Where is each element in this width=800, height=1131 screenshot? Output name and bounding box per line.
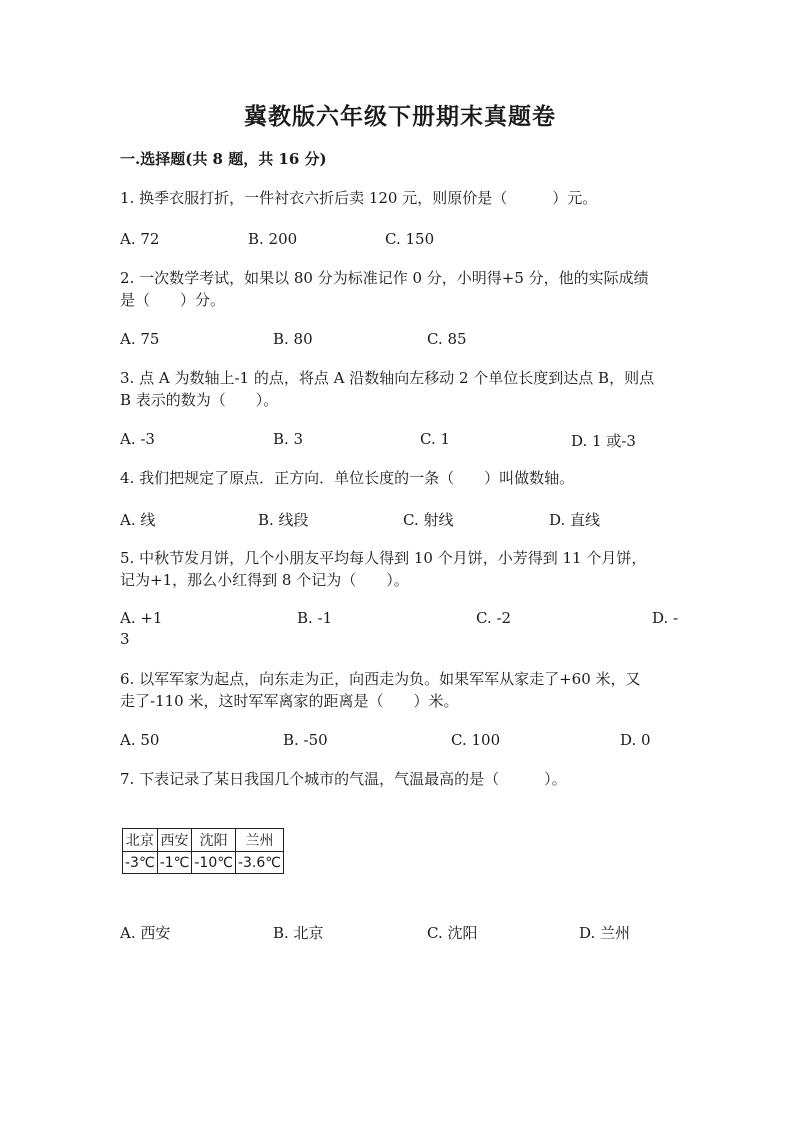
q5-option-a: A. +1 [120, 609, 163, 627]
q2-option-b: B. 80 [273, 330, 313, 348]
city-cell: 北京 [123, 829, 158, 852]
q6-option-a: A. 50 [120, 731, 160, 749]
city-cell: 兰州 [235, 829, 283, 852]
section-heading: 一.选择题(共 8 题，共 16 分) [120, 150, 327, 168]
q6-option-b: B. -50 [283, 731, 328, 749]
question-4-text: 4. 我们把规定了原点．正方向．单位长度的一条（ ）叫做数轴。 [120, 469, 575, 487]
q7-option-d: D. 兰州 [579, 924, 631, 942]
question-3 [120, 367, 654, 411]
q4-option-b: B. 线段 [258, 511, 309, 529]
q1-option-b: B. 200 [248, 230, 298, 248]
q6-option-d: D. 0 [620, 731, 651, 749]
question-5 [120, 547, 646, 591]
page-title: 冀教版六年级下册期末真题卷 [244, 103, 556, 130]
city-cell: 沈阳 [192, 829, 236, 852]
question-7-text: 7. 下表记录了某日我国几个城市的气温，气温最高的是（ ）。 [120, 770, 567, 788]
temp-cell: -10℃ [192, 852, 236, 874]
temp-cell: -3℃ [123, 852, 158, 874]
question-3-line-2: B 表示的数为（ ）。 [120, 391, 279, 409]
question-6-line-2: 走了-110 米，这时军军离家的距离是（ ）米。 [120, 692, 459, 710]
q5-option-d-wrap: 3 [120, 630, 130, 648]
temperature-table [122, 828, 284, 874]
city-cell: 西安 [157, 829, 192, 852]
q5-option-c: C. -2 [476, 609, 512, 627]
question-1-text: 1. 换季衣服打折，一件衬衣六折后卖 120 元，则原价是（ ）元。 [120, 189, 598, 207]
q5-option-d: D. - [652, 609, 679, 627]
table-row-cities [123, 829, 284, 852]
q7-option-a: A. 西安 [120, 924, 171, 942]
question-4 [120, 467, 574, 489]
q1-option-a: A. 72 [120, 230, 160, 248]
q2-option-c: C. 85 [427, 330, 467, 348]
q4-option-a: A. 线 [120, 511, 156, 529]
q3-option-a: A. -3 [120, 430, 155, 448]
q7-option-b: B. 北京 [273, 924, 324, 942]
q3-option-b: B. 3 [273, 430, 304, 448]
question-5-line-1: 5. 中秋节发月饼，几个小朋友平均每人得到 10 个月饼，小芳得到 11 个月饼， [120, 549, 647, 567]
q3-option-c: C. 1 [420, 430, 451, 448]
temp-cell: -1℃ [157, 852, 192, 874]
question-6-line-1: 6. 以军军家为起点，向东走为正，向西走为负。如果军军从家走了+60 米，又 [120, 670, 641, 688]
q4-option-d: D. 直线 [549, 511, 601, 529]
question-2 [120, 267, 649, 311]
q2-option-a: A. 75 [120, 330, 160, 348]
q4-option-c: C. 射线 [403, 511, 454, 529]
q3-option-d: D. 1 或-3 [571, 432, 636, 450]
q7-option-c: C. 沈阳 [427, 924, 478, 942]
question-3-line-1: 3. 点 A 为数轴上-1 的点，将点 A 沿数轴向左移动 2 个单位长度到达点 B，则点 [120, 369, 655, 387]
question-6 [120, 668, 641, 712]
question-2-line-2: 是（ ）分。 [120, 291, 226, 309]
table-row-temps [123, 852, 284, 874]
temp-cell: -3.6℃ [235, 852, 283, 874]
question-5-line-2: 记为+1，那么小红得到 8 个记为（ ）。 [120, 571, 409, 589]
q5-option-b: B. -1 [297, 609, 333, 627]
question-2-line-1: 2. 一次数学考试，如果以 80 分为标准记作 0 分，小明得+5 分，他的实际成绩 [120, 269, 649, 287]
question-1 [120, 187, 597, 209]
question-7 [120, 768, 567, 790]
q1-option-c: C. 150 [385, 230, 435, 248]
q6-option-c: C. 100 [451, 731, 501, 749]
